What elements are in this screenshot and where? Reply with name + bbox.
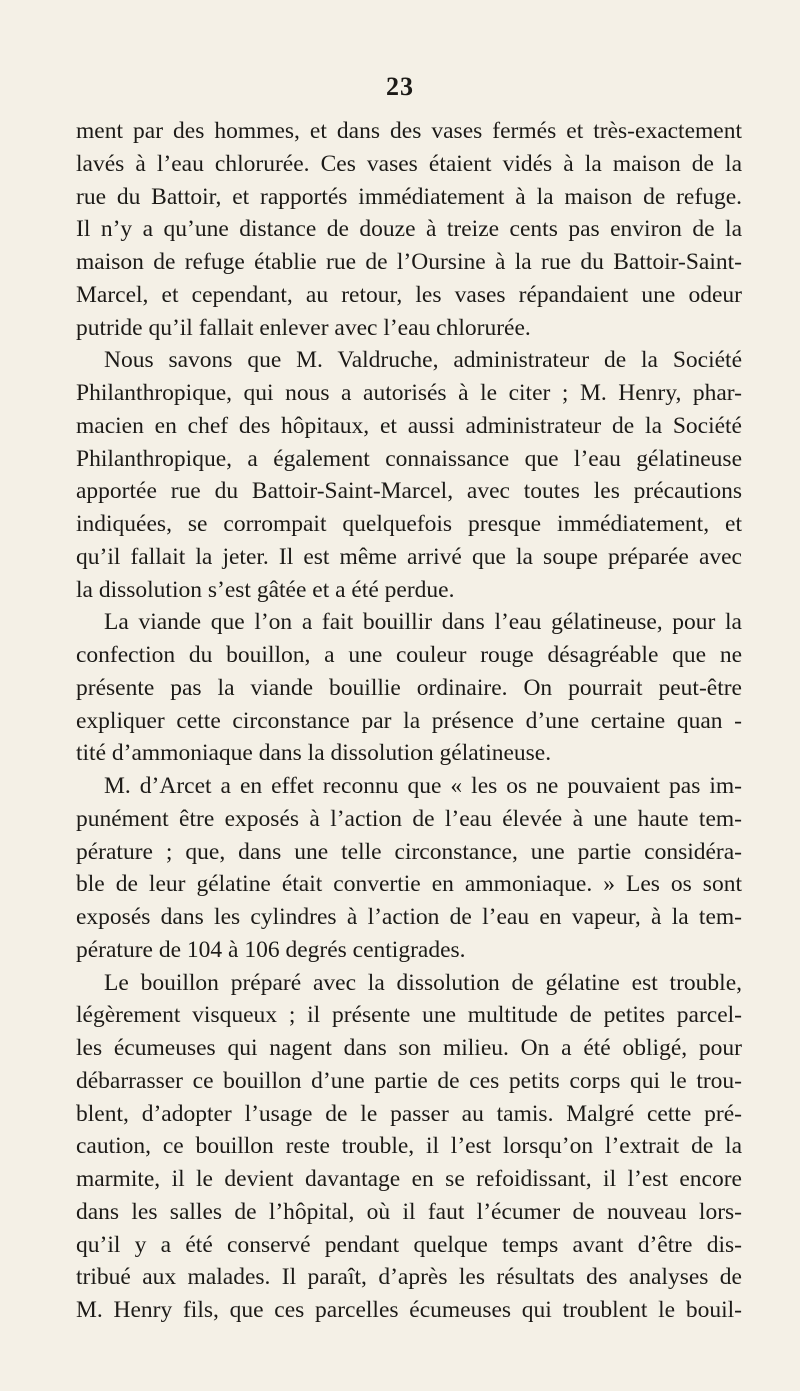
text-line: confection du bouillon, a une couleur rouge désagréable que ne	[76, 642, 742, 668]
text-line: Il n’y a qu’une distance de douze à treize cents pas environ de la	[76, 216, 742, 243]
text-line: indiquées, se corrompait quelquefois presque immédiatement, et	[76, 511, 742, 537]
text-line: la dissolution s’est gâtée et a été perdue.	[76, 576, 455, 603]
text-line: légèrement visqueux ; il présente une multitude de petites parcel-	[76, 1002, 742, 1029]
text-line: La viande que l’on a fait bouillir dans l’eau gélatineuse, pour la	[104, 609, 742, 636]
page-number: 23	[386, 72, 414, 101]
text-line: ment par des hommes, et dans des vases fermés et très-exactement	[76, 118, 742, 144]
text-line: apportée rue du Battoir-Saint-Marcel, avec toutes les précautions	[76, 478, 742, 505]
text-line: Le bouillon préparé avec la dissolution de gélatine est trouble,	[104, 969, 742, 996]
text-line: Philanthropique, a également connaissance que l’eau gélatineuse	[76, 445, 742, 472]
text-line: maison de refuge établie rue de l’Oursine à la rue du Battoir-Saint-	[76, 249, 742, 275]
text-line: blent, d’adopter l’usage de le passer au tamis. Malgré cette pré-	[76, 1100, 742, 1127]
text-line: expliquer cette circonstance par la présence d’une certaine quan -	[76, 707, 742, 734]
text-line: putride qu’il fallait enlever avec l’eau chlorurée.	[76, 314, 531, 341]
text-line: débarrasser ce bouillon d’une partie de ces petits corps qui le trou-	[76, 1067, 742, 1094]
text-line: exposés dans les cylindres à l’action de l’eau en vapeur, à la tem-	[76, 904, 742, 930]
text-line: ble de leur gélatine était convertie en ammoniaque. » Les os sont	[76, 871, 742, 898]
text-line: qu’il y a été conservé pendant quelque temps avant d’être dis-	[76, 1231, 742, 1258]
text-line: tité d’ammoniaque dans la dissolution gélatineuse.	[76, 740, 552, 767]
text-line: dans les salles de l’hôpital, où il faut l’écumer de nouveau lors-	[76, 1198, 742, 1225]
text-line: pérature de 104 à 106 degrés centigrades.	[76, 936, 466, 963]
text-line: M. d’Arcet a en effet reconnu que « les os ne pouvaient pas im-	[104, 773, 742, 799]
text-line: tribué aux malades. Il paraît, d’après les résultats des analyses de	[76, 1264, 742, 1291]
body-text	[76, 115, 742, 1327]
text-line: marmite, il le devient davantage en se refoidissant, il l’est encore	[76, 1166, 742, 1192]
text-line: rue du Battoir, et rapportés immédiatement à la maison de refuge.	[76, 183, 742, 210]
text-line: M. Henry fils, que ces parcelles écumeuses qui troublent le bouil-	[76, 1297, 742, 1323]
text-line: pérature ; que, dans une telle circonstance, une partie considéra-	[76, 838, 742, 865]
text-line: punément être exposés à l’action de l’eau élevée à une haute tem-	[76, 805, 742, 832]
text-line: Philanthropique, qui nous a autorisés à le citer ; M. Henry, phar-	[76, 380, 742, 406]
text-line: qu’il fallait la jeter. Il est même arrivé que la soupe préparée avec	[76, 543, 742, 570]
text-line: les écumeuses qui nagent dans son milieu. On a été obligé, pour	[76, 1035, 742, 1061]
text-line: présente pas la viande bouillie ordinaire. On pourrait peut-être	[76, 674, 742, 701]
text-line: caution, ce bouillon reste trouble, il l’est lorsqu’on l’extrait de la	[76, 1133, 742, 1160]
text-line: lavés à l’eau chlorurée. Ces vases étaient vidés à la maison de la	[76, 150, 742, 177]
text-line: Nous savons que M. Valdruche, administrateur de la Société	[104, 347, 742, 374]
text-line: Marcel, et cependant, au retour, les vases répandaient une odeur	[76, 281, 742, 308]
text-line: macien en chef des hôpitaux, et aussi administrateur de la Société	[76, 412, 742, 439]
